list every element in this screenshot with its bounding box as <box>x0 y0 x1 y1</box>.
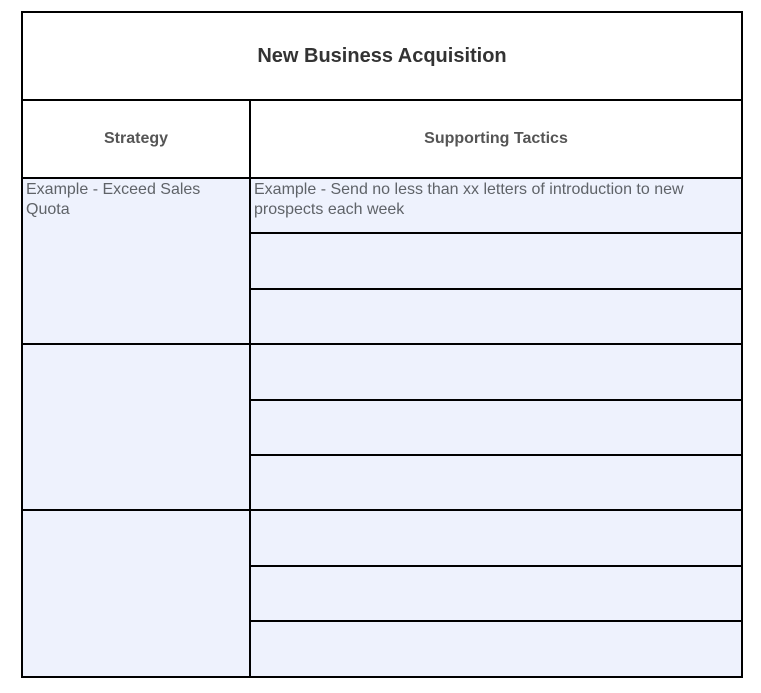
strategy-cell[interactable]: Example - Exceed Sales Quota <box>21 177 251 345</box>
table-title: New Business Acquisition <box>21 11 743 101</box>
tactic-cell[interactable] <box>249 509 743 566</box>
tactic-cell[interactable] <box>249 288 743 345</box>
header-supporting-tactics: Supporting Tactics <box>249 99 743 179</box>
tactic-cell[interactable]: Example - Send no less than xx letters of introduction to new prospects each week <box>249 177 743 234</box>
tactic-cell[interactable] <box>249 232 743 289</box>
header-strategy: Strategy <box>21 99 251 179</box>
tactic-cell[interactable] <box>249 454 743 511</box>
tactic-cell[interactable] <box>249 399 743 456</box>
tactic-cell[interactable] <box>249 620 743 677</box>
tactic-cell[interactable] <box>249 343 743 400</box>
strategy-cell[interactable] <box>21 343 251 511</box>
tactic-cell[interactable] <box>249 565 743 622</box>
strategy-cell[interactable] <box>21 509 251 677</box>
